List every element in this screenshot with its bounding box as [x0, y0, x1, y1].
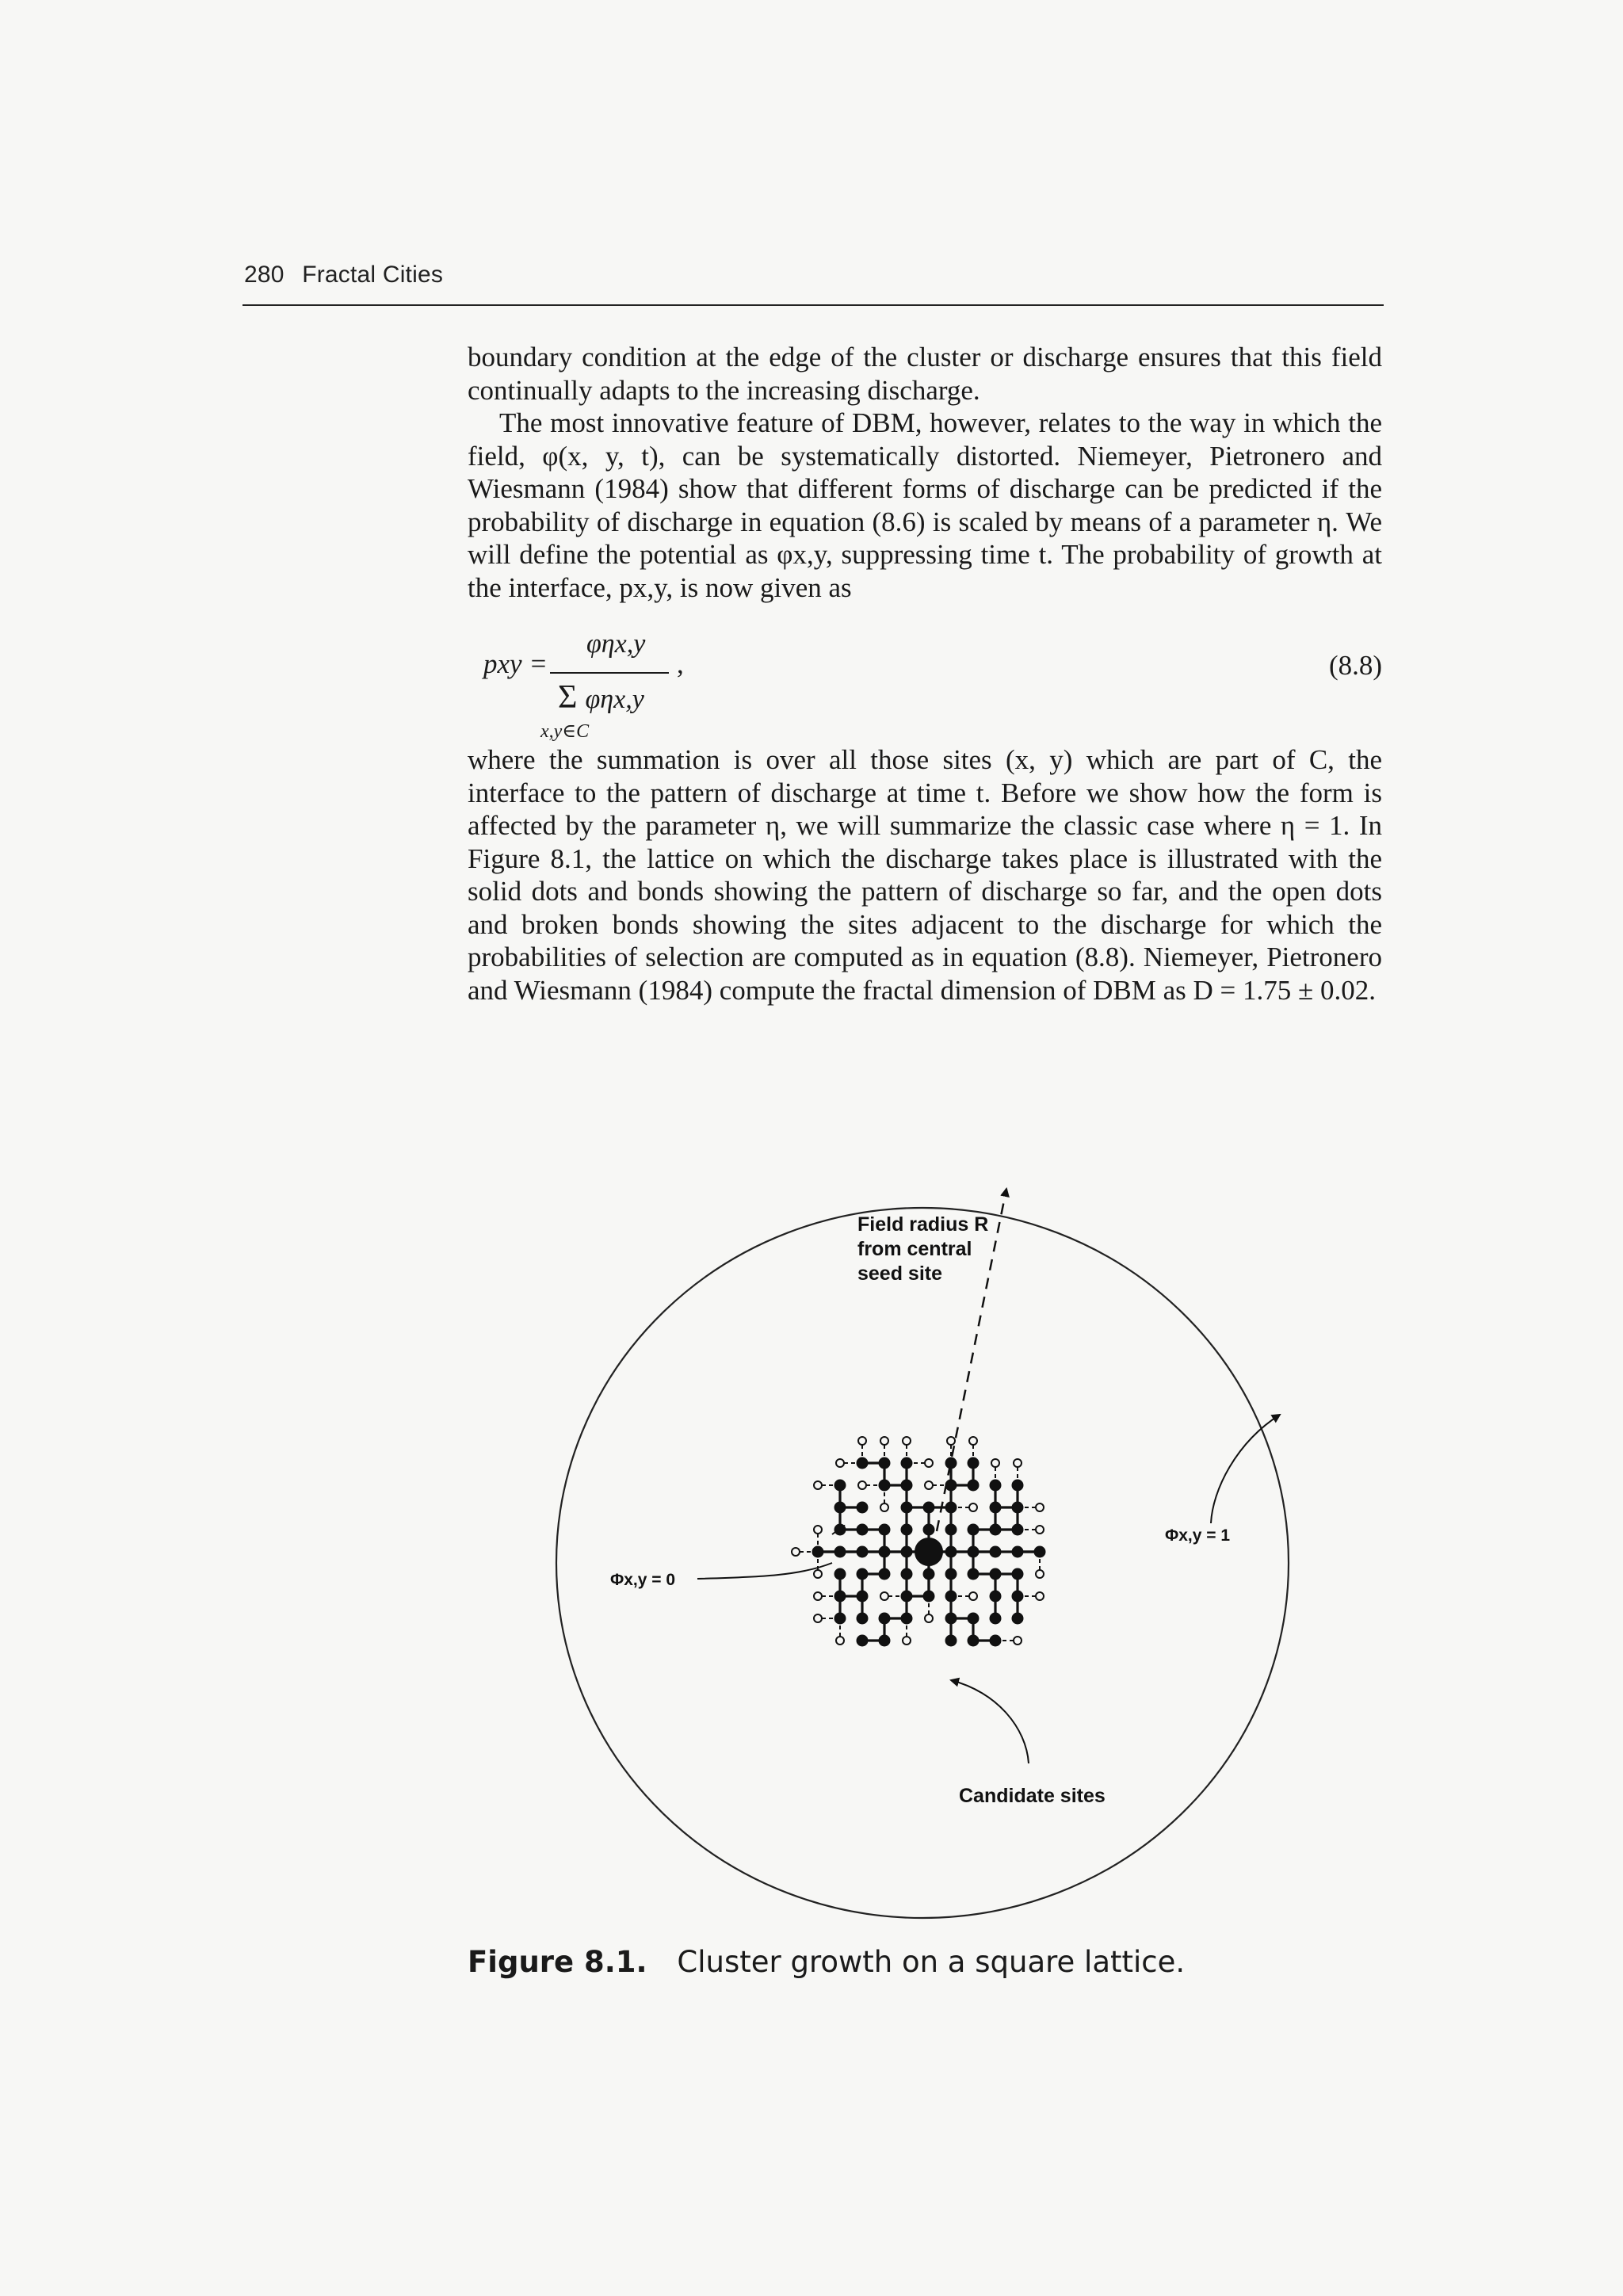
- equation-denominator: φηx,y: [585, 685, 644, 714]
- cluster-site: [991, 1569, 1001, 1580]
- cluster-site: [880, 1569, 890, 1580]
- candidate-sites-label: Candidate sites: [959, 1785, 1106, 1807]
- cluster-site: [835, 1503, 846, 1513]
- field-radius-label-3: seed site: [857, 1263, 943, 1285]
- cluster-site: [968, 1636, 979, 1646]
- cluster-site: [835, 1591, 846, 1602]
- candidate-site: [969, 1592, 977, 1600]
- candidate-site: [1014, 1637, 1022, 1645]
- cluster-site: [880, 1547, 890, 1557]
- cluster-site: [968, 1547, 979, 1557]
- figure-number: Figure 8.1.: [468, 1945, 647, 1979]
- candidate-site: [925, 1481, 933, 1489]
- cluster-site: [902, 1525, 912, 1535]
- candidate-arrow: [951, 1680, 1029, 1763]
- cluster-site: [857, 1591, 868, 1602]
- candidate-site: [925, 1459, 933, 1467]
- cluster-site: [946, 1480, 957, 1491]
- cluster-site: [924, 1569, 934, 1580]
- cluster-site: [946, 1503, 957, 1513]
- cluster-site: [857, 1547, 868, 1557]
- sum-subscript: x,y∈C: [540, 721, 590, 742]
- cluster-site: [1013, 1569, 1023, 1580]
- phi-zero-label: Φx,y = 0: [610, 1571, 676, 1589]
- candidate-site: [880, 1503, 888, 1511]
- cluster-site: [902, 1614, 912, 1624]
- lattice-cluster: [792, 1437, 1045, 1646]
- equation-lhs: pxy =: [483, 648, 548, 679]
- candidate-site: [880, 1437, 888, 1445]
- cluster-site: [991, 1636, 1001, 1646]
- cluster-site: [857, 1636, 868, 1646]
- cluster-site: [946, 1547, 957, 1557]
- seed-site: [915, 1538, 942, 1565]
- candidate-site: [814, 1526, 822, 1534]
- paragraph-2: The most innovative feature of DBM, however, relates to the way in which the field, φ(x, y, t), can be systematically distorted. Niemeyer, Pietronero and Wiesmann (1984) show that different forms of discharge can be predicted if the probability of discharge in equation (8.6) is scaled by means of a parameter η. We will define the potential as φx,y, suppressing time t. The probability of growth at the interface, px,y, is now given as: [468, 407, 1382, 603]
- cluster-site: [835, 1547, 846, 1557]
- candidate-site: [814, 1614, 822, 1622]
- page-number: 280: [244, 262, 285, 288]
- field-radius-label-1: Field radius R: [857, 1213, 989, 1236]
- cluster-site: [946, 1636, 957, 1646]
- cluster-site: [968, 1614, 979, 1624]
- cluster-site: [835, 1480, 846, 1491]
- cluster-site: [902, 1591, 912, 1602]
- cluster-site: [1013, 1480, 1023, 1491]
- candidate-site: [792, 1548, 800, 1556]
- candidate-site: [814, 1592, 822, 1600]
- cluster-site: [946, 1591, 957, 1602]
- cluster-site: [968, 1458, 979, 1469]
- cluster-site: [968, 1525, 979, 1535]
- phi-zero-leader: [697, 1563, 832, 1579]
- candidate-site: [1036, 1592, 1044, 1600]
- cluster-site: [857, 1614, 868, 1624]
- cluster-site: [946, 1569, 957, 1580]
- cluster-site: [924, 1503, 934, 1513]
- candidate-site: [814, 1481, 822, 1489]
- cluster-site: [946, 1525, 957, 1535]
- candidate-site: [836, 1459, 844, 1467]
- cluster-site: [880, 1458, 890, 1469]
- candidate-site: [991, 1459, 999, 1467]
- cluster-site: [902, 1503, 912, 1513]
- cluster-site: [880, 1525, 890, 1535]
- candidate-site: [858, 1481, 866, 1489]
- candidate-site: [1036, 1503, 1044, 1511]
- candidate-site: [947, 1437, 955, 1445]
- cluster-site: [991, 1547, 1001, 1557]
- cluster-site: [1035, 1547, 1045, 1557]
- cluster-site: [857, 1503, 868, 1513]
- phi-one-label: Φx,y = 1: [1165, 1526, 1231, 1545]
- caption-text: Cluster growth on a square lattice.: [677, 1945, 1186, 1979]
- cluster-site: [857, 1525, 868, 1535]
- candidate-site: [880, 1592, 888, 1600]
- cluster-site: [857, 1569, 868, 1580]
- cluster-site: [857, 1458, 868, 1469]
- cluster-site: [880, 1480, 890, 1491]
- cluster-site: [924, 1591, 934, 1602]
- equation-number: (8.8): [1328, 650, 1382, 681]
- cluster-site: [991, 1614, 1001, 1624]
- cluster-site: [902, 1458, 912, 1469]
- cluster-site: [991, 1591, 1001, 1602]
- candidate-site: [836, 1637, 844, 1645]
- sigma-symbol: Σ: [558, 679, 578, 716]
- candidate-site: [969, 1437, 977, 1445]
- cluster-site: [946, 1458, 957, 1469]
- cluster-site: [991, 1525, 1001, 1535]
- cluster-site: [835, 1569, 846, 1580]
- cluster-site: [968, 1569, 979, 1580]
- cluster-site: [880, 1636, 890, 1646]
- cluster-site: [968, 1480, 979, 1491]
- cluster-site: [835, 1614, 846, 1624]
- cluster-site: [946, 1614, 957, 1624]
- candidate-site: [925, 1614, 933, 1622]
- cluster-site: [902, 1480, 912, 1491]
- cluster-site: [902, 1547, 912, 1557]
- field-radius-label-2: from central: [857, 1238, 972, 1260]
- equation-comma: ,: [677, 648, 684, 679]
- candidate-site: [903, 1437, 911, 1445]
- cluster-site: [1013, 1503, 1023, 1513]
- cluster-site: [924, 1525, 934, 1535]
- paragraph-1: boundary condition at the edge of the cluster or discharge ensures that this field continually adapts to the increasing discharge.: [468, 342, 1382, 406]
- figure-caption: [468, 1945, 1185, 1979]
- cluster-site: [1013, 1547, 1023, 1557]
- equation-numerator: φηx,y: [586, 629, 646, 659]
- book-title: Fractal Cities: [302, 262, 444, 288]
- cluster-site: [991, 1503, 1001, 1513]
- paragraph-3: where the summation is over all those sites (x, y) which are part of C, the interface to the pattern of discharge at time t. Before we show how the form is affected by the parameter η, we will summarize the classic case where η = 1. In Figure 8.1, the lattice on which the discharge takes place is illustrated with the solid dots and bonds showing the pattern of discharge so far, and the open dots and broken bonds showing the sites adjacent to the discharge for which the probabilities of selection are computed as in equation (8.8). Niemeyer, Pietronero and Wiesmann (1984) compute the fractal dimension of DBM as D = 1.75 ± 0.02.: [468, 744, 1382, 1006]
- cluster-site: [1013, 1525, 1023, 1535]
- cluster-site: [1013, 1591, 1023, 1602]
- cluster-site: [991, 1480, 1001, 1491]
- candidate-site: [1014, 1459, 1022, 1467]
- candidate-site: [858, 1437, 866, 1445]
- cluster-site: [813, 1547, 823, 1557]
- cluster-site: [880, 1614, 890, 1624]
- cluster-site: [1013, 1614, 1023, 1624]
- candidate-site: [1036, 1570, 1044, 1578]
- candidate-site: [969, 1503, 977, 1511]
- candidate-site: [814, 1570, 822, 1578]
- candidate-site: [903, 1637, 911, 1645]
- cluster-site: [902, 1569, 912, 1580]
- phi-one-arrow: [1211, 1415, 1280, 1523]
- candidate-site: [1036, 1526, 1044, 1534]
